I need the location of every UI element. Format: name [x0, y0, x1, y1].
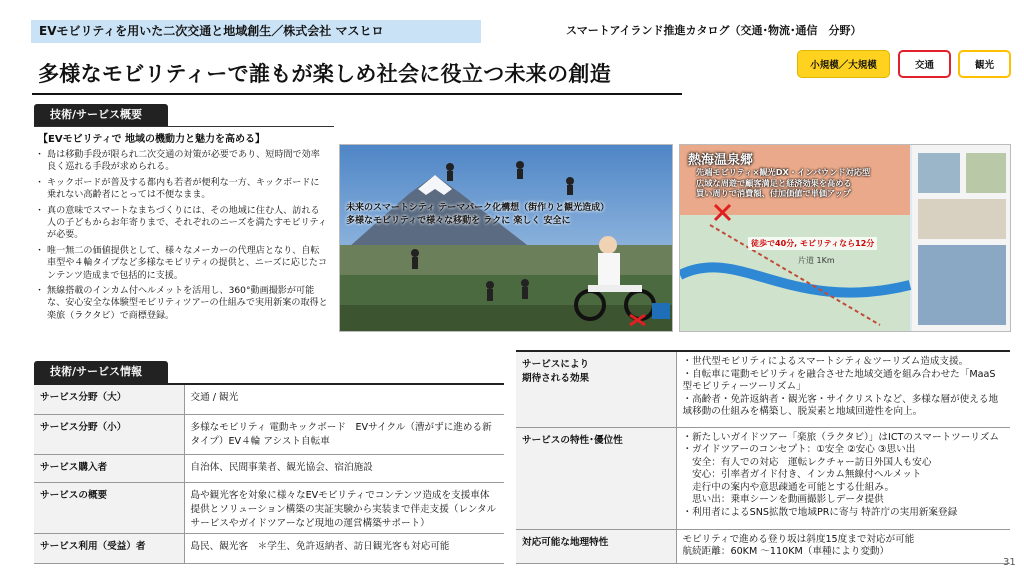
collage-callout-line3: 買い周りで消費額、付加価値で単価アップ — [696, 188, 851, 198]
table-row — [516, 529, 1010, 563]
expected-label-line1: サービスにより — [522, 359, 590, 370]
overview-heading: 【EVモビリティで 地域の機動力と魅力を高める】 — [38, 134, 266, 145]
collage-callout — [696, 167, 870, 199]
section-tab-info: 技術/サービス情報 — [34, 361, 168, 383]
feature-line: 安全：有人での対応 運転レクチャー訪日外国人も安心 — [682, 456, 932, 468]
row-label — [516, 351, 676, 427]
table-row — [34, 384, 504, 414]
overview-list — [38, 149, 328, 325]
photo-caption-line1: 未来のスマートシティ テーマパーク化構想（街作りと観光造成） — [346, 203, 610, 213]
service-effects-table — [516, 350, 1010, 564]
row-value: 交通 / 観光 — [184, 384, 504, 414]
table-row — [516, 427, 1010, 529]
row-value — [676, 427, 1010, 529]
expected-line: ・自転車に電動モビリティを融合させた地域交通を組み合わせた「MaaS型モビリティーツーリズム」 — [682, 368, 996, 392]
photo-illustration — [340, 145, 673, 332]
row-value: 島や観光客を対象に様々なEVモビリティでコンテンツ造成を支援車体提供とソリューション構築の実証実験から実装まで伴走支援（レンタルサービスやガイドツアーなど現地の運営構築サポート） — [184, 482, 504, 533]
photo-caption — [346, 202, 609, 228]
catalog-label: スマートアイランド推進カタログ（交通･物流･通信 分野） — [566, 24, 862, 37]
row-label: サービス購入者 — [34, 454, 184, 482]
collage-callout-line2: 広域な周遊で顧客満足と経済効果を高める — [696, 177, 852, 188]
overview-item: ・ 真の意味でスマートなまちづくりには、その地域に住む人、訪れる人の子どもからお年寄りまで、それぞれのニーズを満たすモビリティが必要。 — [38, 205, 328, 242]
badge-traffic: 交通 — [898, 50, 951, 78]
table-row — [516, 351, 1010, 427]
photo-caption-line2: 多様なモビリティで様々な移動を ラクに 楽しく 安全に — [346, 216, 571, 226]
table-row — [34, 454, 504, 482]
document-banner: EVモビリティを用いた二次交通と地域創生／株式会社 マスヒロ — [31, 20, 481, 43]
feature-line: ・利用者によるSNS拡散で地域PRに寄与 特許庁の実用新案登録 — [682, 507, 958, 519]
feature-line: ・新たしいガイドツアー「楽旅（ラクタビ）」はICTのスマートツーリズム — [682, 431, 999, 443]
overview-divider — [34, 126, 334, 127]
feature-line: ・ガイドツアーのコンセプト：①安全 ②安心 ③思い出 — [682, 444, 916, 456]
row-label: 対応可能な地理特性 — [516, 529, 676, 563]
badge-tourism: 観光 — [958, 50, 1011, 78]
collage-map-time: 徒歩で40分, モビリティなら12分 — [748, 237, 877, 250]
row-value — [676, 529, 1010, 563]
collage-map-distance: 片道 1Km — [798, 256, 835, 265]
row-label: サービス利用（受益）者 — [34, 533, 184, 563]
table-row — [34, 533, 504, 563]
overview-item: ・ 無線搭載のインカム付ヘルメットを活用し、360°動画撮影が可能な、安心安全な体験型モビリティツアーの仕組みで実用新案の取得と楽旅（ラクタビ）で商標登録。 — [38, 285, 328, 322]
expected-line: ・高齢者・免許返納者・観光客・サイクリストなど、多様な層が使える地域移動の仕組みを構築し、脱炭素と地域回遊性を向上。 — [682, 393, 999, 417]
row-value: 島民、観光客 ＊学生、免許返納者、訪日観光客も対応可能 — [184, 533, 504, 563]
row-value: 自治体、民間事業者、観光協会、宿泊施設 — [184, 454, 504, 482]
row-label: サービス分野（小） — [34, 414, 184, 454]
terrain-line: モビリティで進める登り坂は斜度15度まで対応が可能 — [682, 533, 915, 545]
terrain-line: 航続距離：60KM 〜110KM（車種により変動） — [682, 546, 890, 557]
feature-line: 走行中の案内や意思疎通を可能とする仕組み。 — [682, 481, 895, 493]
feature-line: 安心：引率者ガイド付き、インカム無線付ヘルメット — [682, 469, 922, 481]
table-row — [34, 482, 504, 533]
badge-scale: 小規模／大規模 — [797, 50, 890, 78]
expected-label-line2: 期待される効果 — [522, 373, 590, 384]
mobility-photo — [339, 144, 673, 332]
section-tab-overview: 技術/サービス概要 — [34, 104, 168, 126]
overview-item: ・ キックボードが普及する都内も若者が便利な一方、キックボードに乗れない高齢者にとっては不便なまま。 — [38, 177, 328, 202]
row-label: サービスの概要 — [34, 482, 184, 533]
page-title: 多様なモビリティーで誰もが楽しめ社会に役立つ未来の創造 — [38, 62, 611, 86]
overview-item: ・ 唯一無二の価値提供として、様々なメーカーの代理店となり、自転車型や４輪タイプなど多様なモビリティの提供と、ニーズに応じたコンテンツ造成まで包括的に支援。 — [38, 245, 328, 282]
row-value: 多様なモビリティ 電動キックボード EVサイクル（漕がずに進める新タイプ）EV４輪 アシスト自転車 — [184, 414, 504, 454]
collage-title: 熱海温泉郷 — [688, 153, 754, 168]
expected-line: ・世代型モビリティによるスマートシティ＆ツーリズム造成支援。 — [682, 356, 969, 367]
collage-callout-line1: 先端モビリティ×観光DX・インバウンド対応型 — [696, 167, 871, 177]
page-number: 31 — [1003, 557, 1016, 568]
atami-collage — [679, 144, 1011, 332]
table-row — [34, 414, 504, 454]
row-label: サービス分野（大） — [34, 384, 184, 414]
title-divider — [32, 93, 682, 95]
row-value — [676, 351, 1010, 427]
feature-line: 思い出：乗車シーンを動画撮影しデータ提供 — [682, 494, 884, 506]
row-label: サービスの特性･優位性 — [516, 427, 676, 529]
service-info-table — [34, 383, 504, 564]
overview-item: ・ 島は移動手段が限られ二次交通の対策が必要であり、短時間で効率良く巡れる手段が求められる。 — [38, 149, 328, 174]
